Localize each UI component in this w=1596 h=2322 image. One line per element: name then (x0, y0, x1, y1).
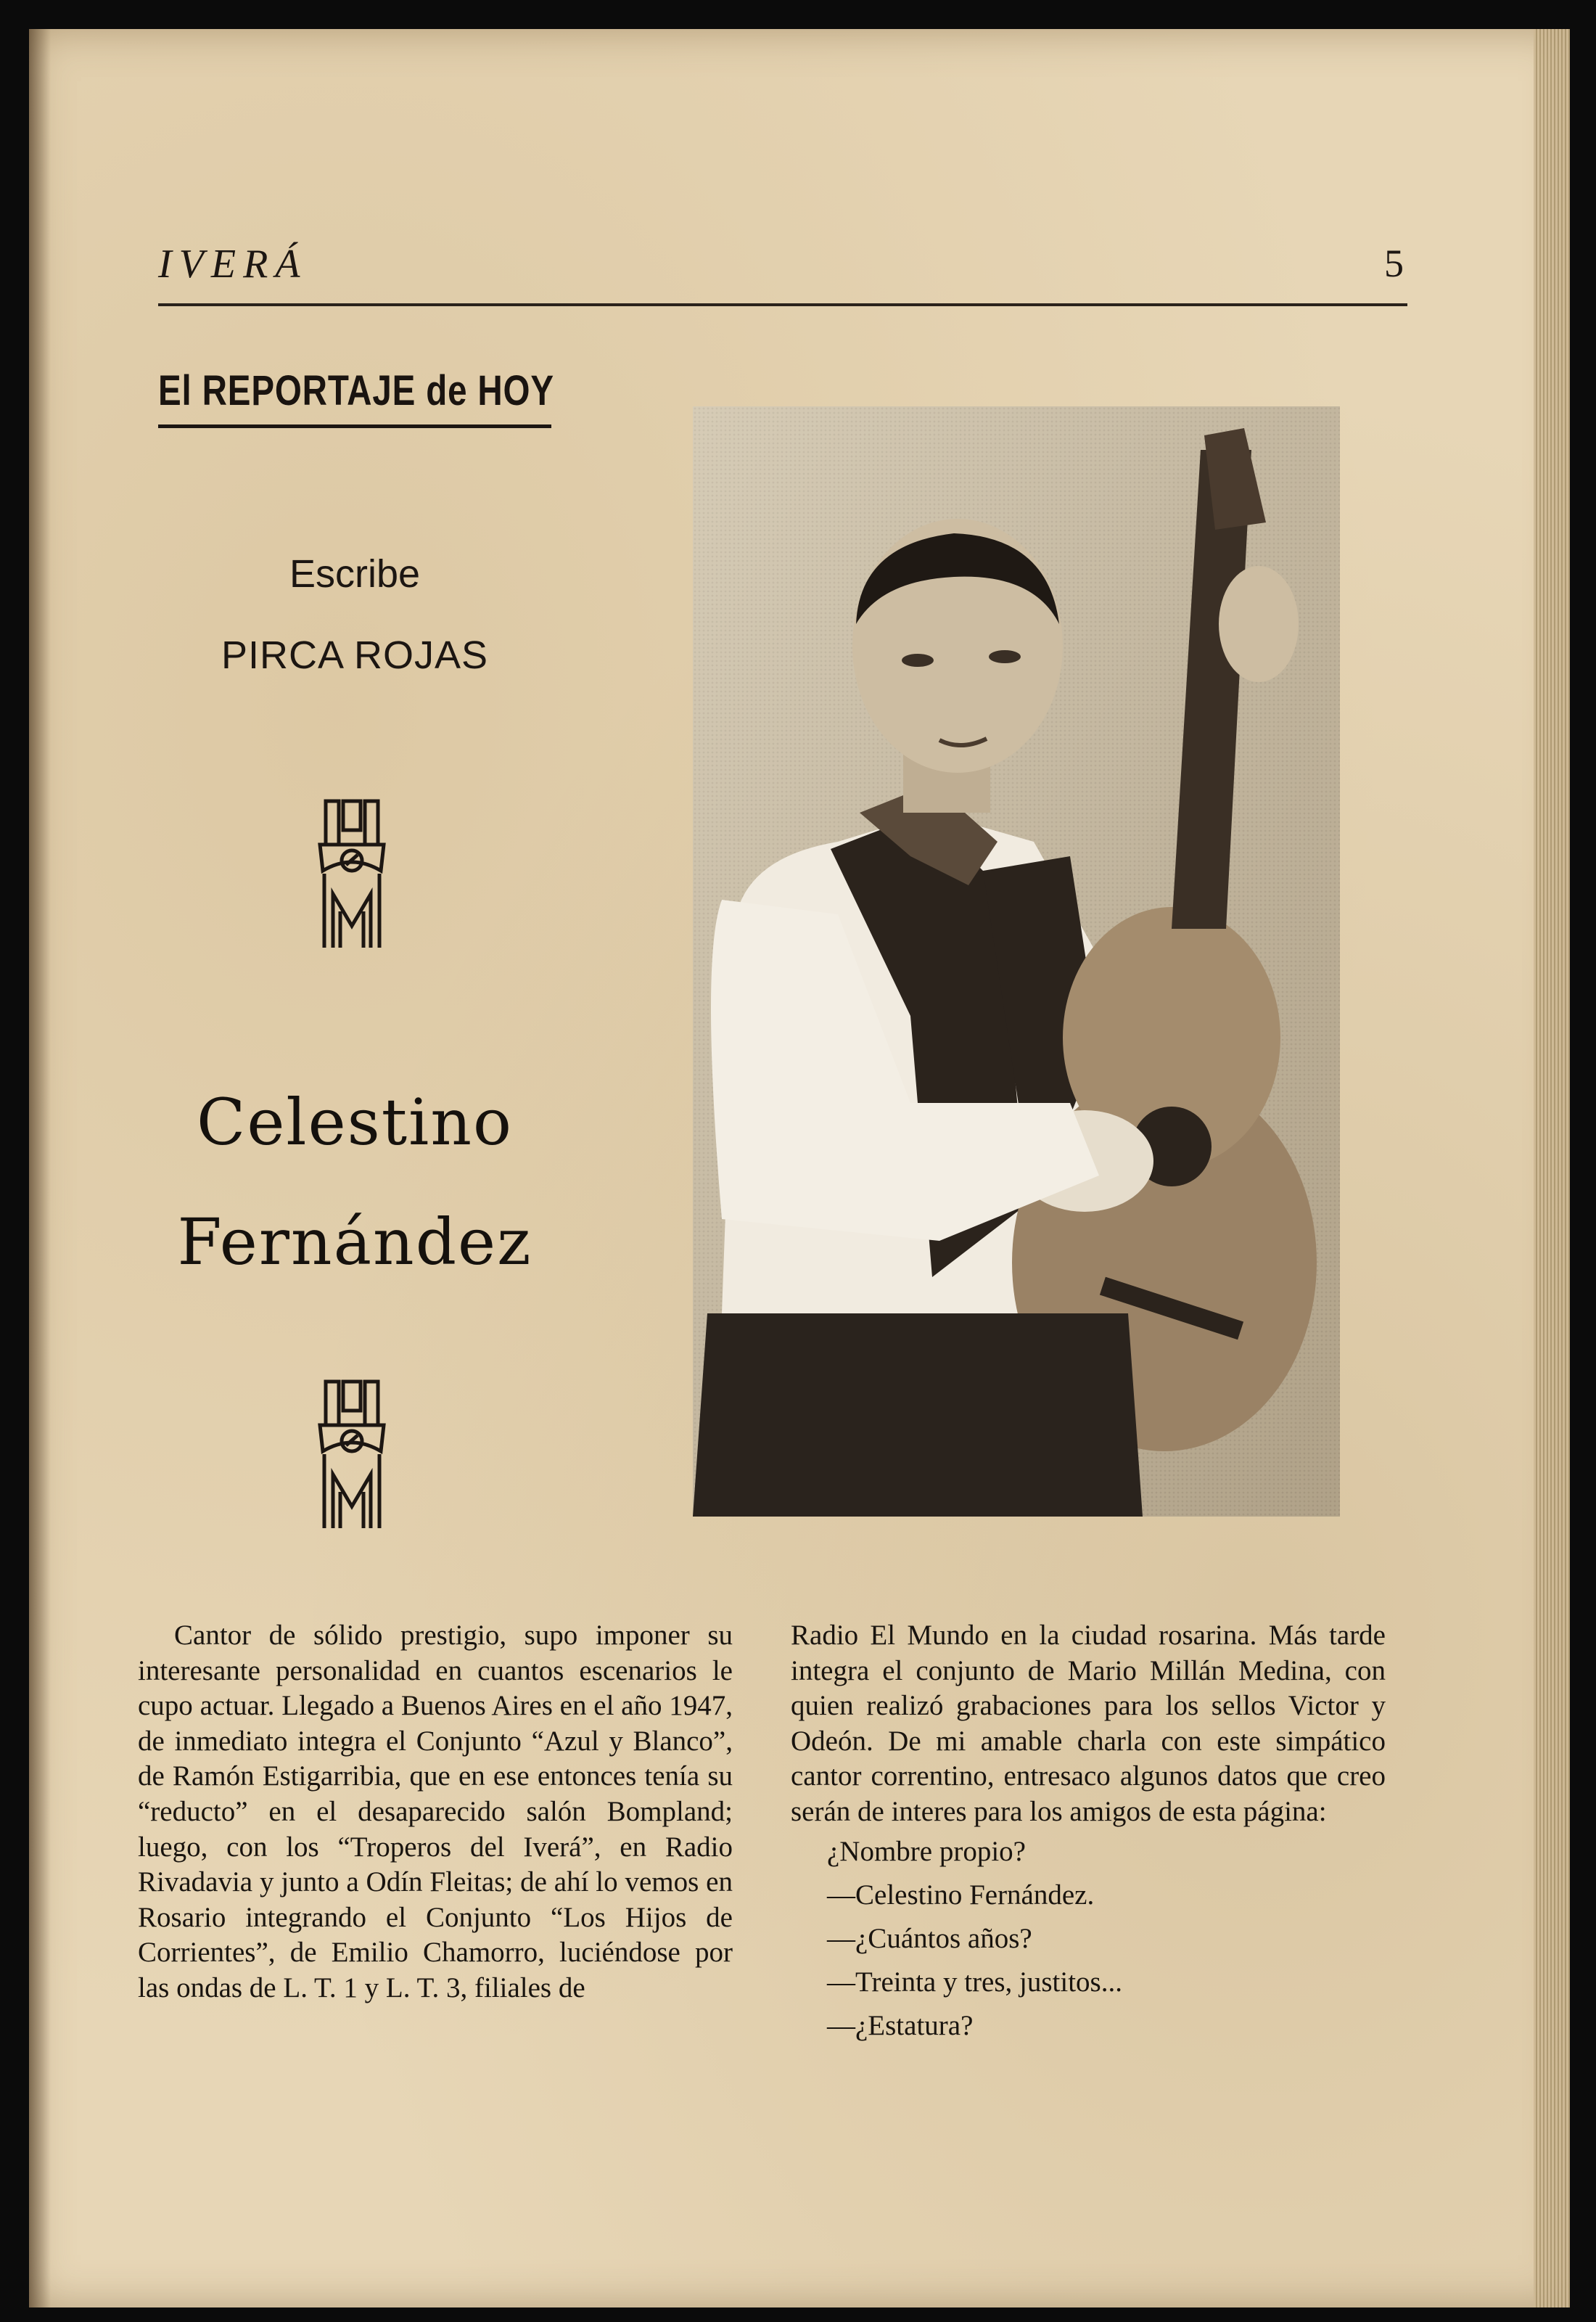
singer-with-guitar-image (693, 406, 1340, 1517)
section-title: El REPORTAJE de HOY (158, 367, 554, 414)
interview-line: —¿Estatura? (827, 2009, 974, 2041)
decorative-ornament-icon (316, 798, 388, 951)
magazine-page (29, 29, 1570, 2307)
article-paragraph: Radio El Mundo en la ciudad rosarina. Más tarde integra el conjunto de Mario Millán Medina, con quien realizó grabaciones para los sellos Victor y Odeón. De mi amable charla con este simpático cantor correntino, entresaco algunos datos que creo serán de interes para los amigos de esta página: (791, 1620, 1386, 1827)
running-header-title: IVERÁ (158, 242, 308, 287)
article-paragraph: Cantor de sólido prestigio, supo imponer su interesante personalidad en cuantos escenarios le cupo actuar. Llegado a Buenos Aires en el año 1947, de inmediato integra el Conjunto “Azul y Blanco”, de Ramón Estigarribia, que en ese entonces tenía su “reducto” en el desaparecido salón Bompland; luego, con los “Troperos del Iverá”, en Radio Rivadavia y junto a Odín Fleitas; de ahí lo vemos en Rosario integrando el Conjunto “Los Hijos de Corrientes”, de Emilio Chamorro, luciéndose por las ondas de L. T. 1 y L. T. 3, filiales de (138, 1620, 733, 2003)
interview-line: —Treinta y tres, justitos... (827, 1966, 1122, 1998)
page-number: 5 (1384, 242, 1404, 285)
featured-name-last: Fernández (177, 1205, 532, 1279)
byline-label: Escribe (289, 552, 421, 596)
section-title-underline (158, 424, 551, 428)
interview-qa-list (827, 1830, 1386, 2048)
featured-name-first: Celestino (197, 1085, 513, 1160)
interview-line: ¿Nombre propio? (827, 1835, 1026, 1867)
portrait-photo (693, 406, 1340, 1517)
page-gutter-shadow (29, 29, 51, 2307)
interview-line: —Celestino Fernández. (827, 1879, 1095, 1911)
article-body-left (138, 1618, 733, 2006)
byline-author: PIRCA ROJAS (221, 633, 489, 677)
page-stack-edge (1534, 29, 1570, 2307)
interview-line: —¿Cuántos años? (827, 1922, 1032, 1954)
decorative-ornament-icon (316, 1379, 388, 1531)
article-body-right (791, 1618, 1386, 2048)
header-rule (158, 303, 1407, 306)
